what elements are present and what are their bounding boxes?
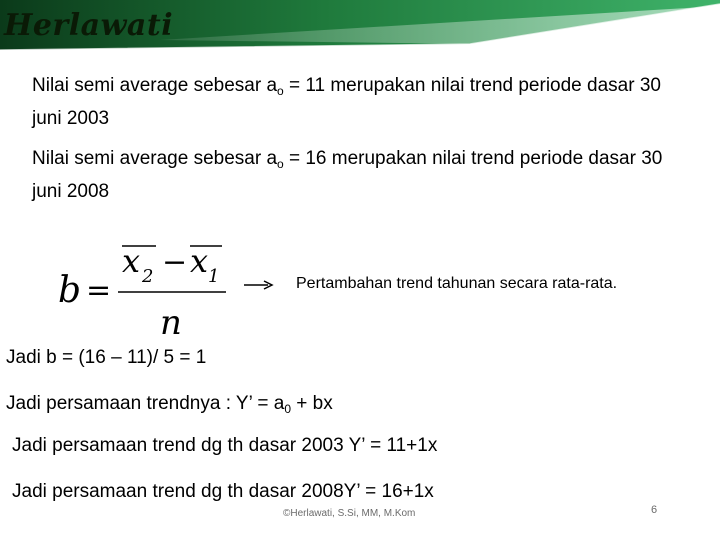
formula-sub-1: 1 (208, 266, 220, 287)
formula-n: n (160, 303, 182, 340)
p2-subscript: o (277, 157, 284, 171)
page-number: 6 (651, 504, 658, 516)
paragraph-semi-average-2003 (32, 72, 692, 132)
header-band (0, 0, 720, 52)
trend-2003-equation: Jadi persamaan trend dg th dasar 2003 Y’ = 11+1x (12, 435, 438, 456)
p1-text-pre: Nilai semi average sebesar a (32, 75, 278, 96)
formula-x1: x (190, 242, 209, 280)
p2-text-post: = 16 merupakan nilai trend periode dasar 30 juni 2008 (32, 148, 663, 202)
p2-text-pre: Nilai semi average sebesar a (32, 148, 278, 169)
trend-equation (6, 393, 333, 416)
formula-description: Pertambahan trend tahunan secara rata-rata. (296, 275, 618, 292)
slope-formula (56, 240, 236, 340)
brand-title: Herlawati (4, 8, 174, 43)
p1-subscript: o (277, 84, 284, 98)
paragraph-semi-average-2008 (32, 145, 692, 205)
formula-b: b (58, 270, 82, 311)
arrow-right-icon (244, 279, 274, 291)
trend-2008-equation: Jadi persamaan trend dg th dasar 2008Y’ = 16+1x (12, 481, 434, 502)
b-calculation: Jadi b = (16 – 11)/ 5 = 1 (6, 347, 207, 368)
p1-text-post: = 11 merupakan nilai trend periode dasar 30 juni 2003 (32, 75, 661, 129)
formula-minus: − (162, 245, 188, 280)
eq-text-post: + bx (291, 393, 333, 414)
eq-subscript: 0 (284, 402, 291, 416)
footer-credit: ©Herlawati, S.Si, MM, M.Kom (283, 508, 416, 519)
formula-x2: x (122, 242, 141, 280)
eq-text-pre: Jadi persamaan trendnya : Y’ = a (6, 393, 285, 414)
formula-sub-2: 2 (142, 266, 154, 287)
slope-formula-graphic (56, 240, 236, 340)
formula-equals: = (86, 273, 112, 308)
